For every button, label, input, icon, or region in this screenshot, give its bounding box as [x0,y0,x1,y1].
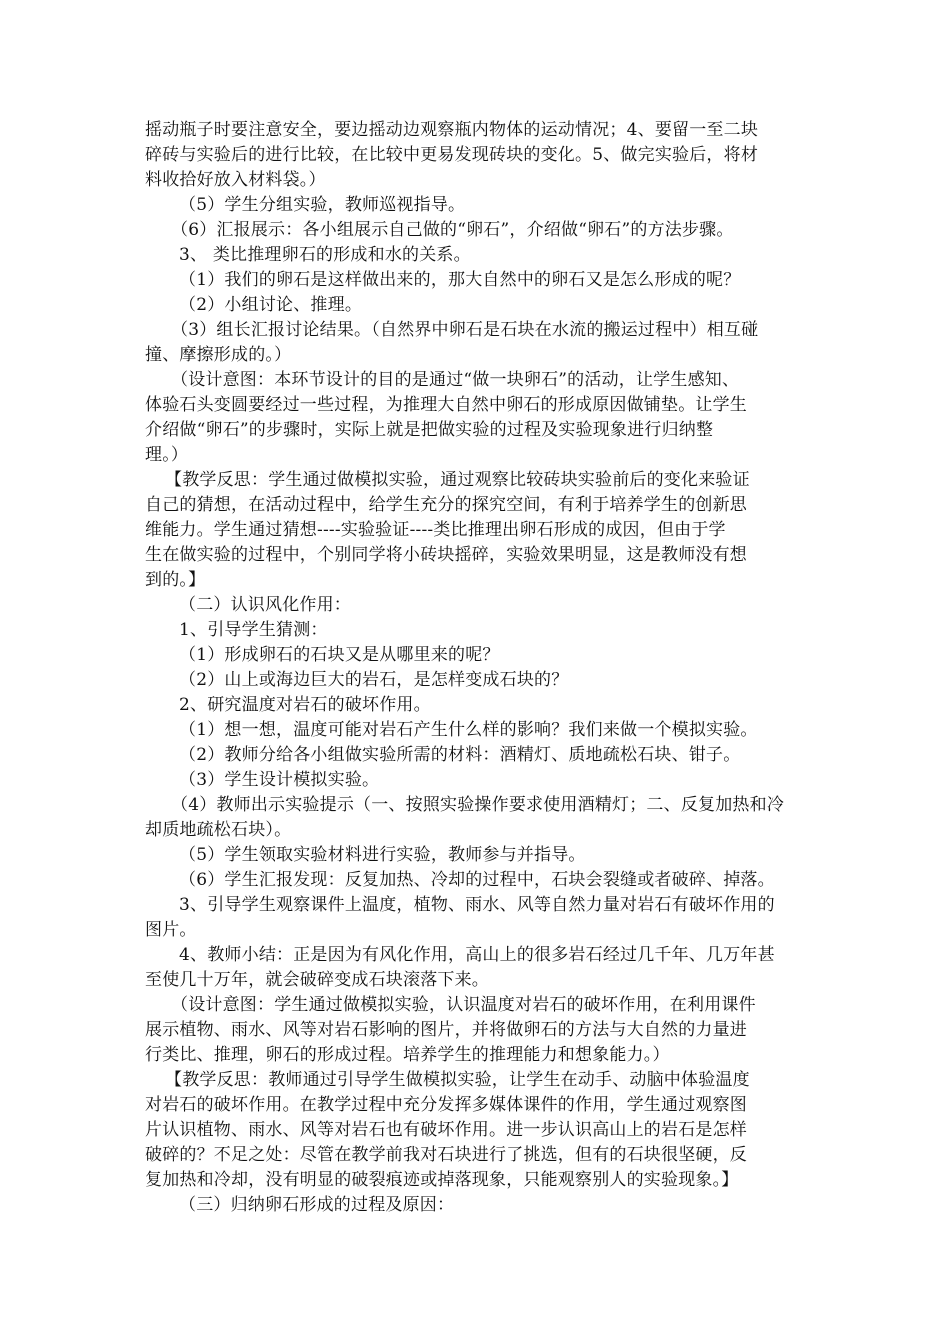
text-line: 撞、摩擦形成的。） [145,345,292,365]
text-line: 体验石头变圆要经过一些过程，为推理大自然中卵石的形成原因做铺垫。让学生 [145,395,747,415]
text-line: （3）学生设计模拟实验。 [179,770,380,790]
document-page [145,118,805,1218]
text-line: 至使几十万年，就会破碎变成石块滚落下来。 [145,970,489,990]
text-line: （2）小组讨论、推理。 [179,295,363,315]
text-line: （2）山上或海边巨大的岩石，是怎样变成石块的？ [179,670,569,690]
text-line: 3、引导学生观察课件上温度，植物、雨水、风等自然力量对岩石有破坏作用的 [179,895,775,915]
text-line: （三）归纳卵石形成的过程及原因： [179,1195,455,1215]
text-line: 破碎的？不足之处：尽管在教学前我对石块进行了挑选，但有的石块很坚硬，反 [145,1145,747,1165]
text-line: 碎砖与实验后的进行比较，在比较中更易发现砖块的变化。5、做完实验后，将材 [145,145,759,165]
text-line: 展示植物、雨水、风等对岩石影响的图片，并将做卵石的方法与大自然的力量进 [145,1020,747,1040]
text-line: 理。） [145,445,189,465]
text-line: （1）形成卵石的石块又是从哪里来的呢？ [179,645,500,665]
text-line: （5）学生分组实验，教师巡视指导。 [179,195,466,215]
text-line: （1）想一想，温度可能对岩石产生什么样的影响？我们来做一个模拟实验。 [179,720,758,740]
text-line: 图片。 [145,920,197,940]
text-line: （设计意图：本环节设计的目的是通过“做一块卵石”的活动，让学生感知、 [171,370,740,390]
text-line: 行类比、推理，卵石的形成过程。培养学生的推理能力和想象能力。） [145,1045,670,1065]
text-line: （6）学生汇报发现：反复加热、冷却的过程中，石块会裂缝或者破碎、掉落。 [179,870,775,890]
text-line: （5）学生领取实验材料进行实验，教师参与并指导。 [179,845,586,865]
text-line: （4）教师出示实验提示（一、按照实验操作要求使用酒精灯；二、反复加热和冷 [171,795,785,815]
text-line: 介绍做“卵石”的步骤时，实际上就是把做实验的过程及实验现象进行归纳整 [145,420,714,440]
text-line: 摇动瓶子时要注意安全，要边摇动边观察瓶内物体的运动情况；4、要留一至二块 [145,120,759,140]
text-line: 1、引导学生猜测： [179,620,328,640]
text-line: 自己的猜想，在活动过程中，给学生充分的探究空间，有利于培养学生的创新思 [145,495,747,515]
text-line: 【教学反思：教师通过引导学生做模拟实验，让学生在动手、动脑中体验温度 [165,1070,750,1090]
text-line: （设计意图：学生通过做模拟实验，认识温度对岩石的破坏作用，在利用课件 [171,995,756,1015]
text-line: （二）认识风化作用： [179,595,351,615]
text-line: 【教学反思：学生通过做模拟实验，通过观察比较砖块实验前后的变化来验证 [165,470,750,490]
text-line: 到的。】 [145,570,206,590]
text-line: 片认识植物、雨水、风等对岩石也有破坏作用。进一步认识高山上的岩石是怎样 [145,1120,747,1140]
text-line: 3、 类比推理卵石的形成和水的关系。 [179,245,471,265]
text-line: 2、研究温度对岩石的破坏作用。 [179,695,431,715]
text-line: （6）汇报展示：各小组展示自己做的“卵石”，介绍做“卵石”的方法步骤。 [171,220,734,240]
text-line: （1）我们的卵石是这样做出来的，那大自然中的卵石又是怎么形成的呢？ [179,270,741,290]
text-line: 却质地疏松石块）。 [145,820,292,840]
text-line: 生在做实验的过程中，个别同学将小砖块摇碎，实验效果明显，这是教师没有想 [145,545,747,565]
text-line: 对岩石的破坏作用。在教学过程中充分发挥多媒体课件的作用，学生通过观察图 [145,1095,747,1115]
text-line: 复加热和冷却，没有明显的破裂痕迹或掉落现象，只能观察别人的实验现象。】 [145,1170,739,1190]
text-line: 料收拾好放入材料袋。） [145,170,326,190]
text-line: （2）教师分给各小组做实验所需的材料：酒精灯、质地疏松石块、钳子。 [179,745,741,765]
text-line: 4、教师小结：正是因为有风化作用，高山上的很多岩石经过几千年、几万年甚 [179,945,775,965]
text-line: （3）组长汇报讨论结果。（自然界中卵石是石块在水流的搬运过程中）相互碰 [171,320,759,340]
text-line: 维能力。学生通过猜想----实验验证----类比推理出卵石形成的成因，但由于学 [145,520,726,540]
